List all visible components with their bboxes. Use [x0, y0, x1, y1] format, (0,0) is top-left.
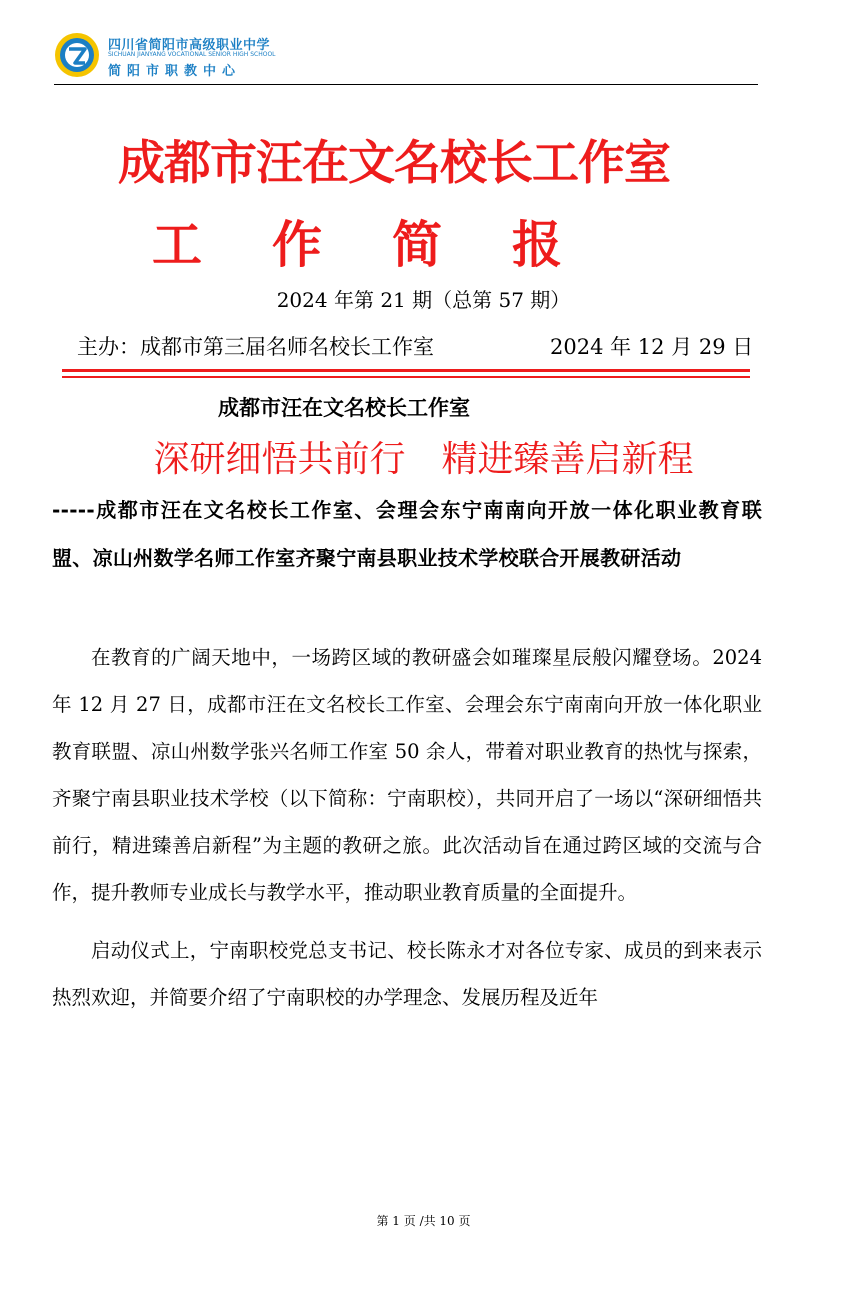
publish-date: 2024 年 12 月 29 日: [550, 335, 754, 359]
studio-title: 成都市汪在文名校长工作室: [118, 136, 670, 191]
article-org-title: 成都市汪在文名校长工作室: [218, 396, 470, 420]
article-subtitle: -----成都市汪在文名校长工作室、会理会东宁南南向开放一体化职业教育联盟、凉山州数学名师工作室齐聚宁南县职业技术学校联合开展教研活动: [52, 498, 762, 570]
body-paragraph: 在教育的广阔天地中，一场跨区域的教研盛会如璀璨星辰般闪耀登场。2024 年 12 月 27 日，成都市汪在文名校长工作室、会理会东宁南南向开放一体化职业教育联盟、凉山州数学张兴名师工作室 50 余人，带着对职业教育的热忱与探索，齐聚宁南县职业技术学校（以下简称：宁南职校），共同开启了一场以“深研细悟共前行，精进臻善启新程”为主题的教研之旅。此次活动旨在通过跨区域的交流与合作，提升教师专业成长与教学水平，推动职业教育质量的全面提升。: [52, 646, 762, 904]
red-divider-bottom: [62, 376, 750, 378]
host-organization: 主办：成都市第三届名师名校长工作室: [77, 335, 434, 359]
body-paragraph: 启动仪式上，宁南职校党总支书记、校长陈永才对各位专家、成员的到来表示热烈欢迎，并简要介绍了宁南职校的办学理念、发展历程及近年: [52, 939, 762, 1009]
bulletin-title: 工作简报: [152, 216, 632, 274]
issue-number: 2024 年第 21 期（总第 57 期）: [276, 288, 571, 312]
school-emblem-icon: [54, 32, 100, 78]
document-header: [54, 30, 758, 85]
vocational-center-name: 简阳市职教中心: [108, 64, 242, 79]
article-body: [52, 634, 762, 1021]
red-divider-top: [62, 369, 750, 372]
school-name-cn: 四川省简阳市高级职业中学: [108, 38, 271, 53]
school-name-en: SICHUAN JIANYANG VOCATIONAL SENIOR HIGH SCHOOL: [108, 51, 276, 58]
page-footer: 第 1 页 /共 10 页: [376, 1214, 471, 1228]
article-headline: 深研细悟共前行 精进臻善启新程: [153, 439, 694, 480]
